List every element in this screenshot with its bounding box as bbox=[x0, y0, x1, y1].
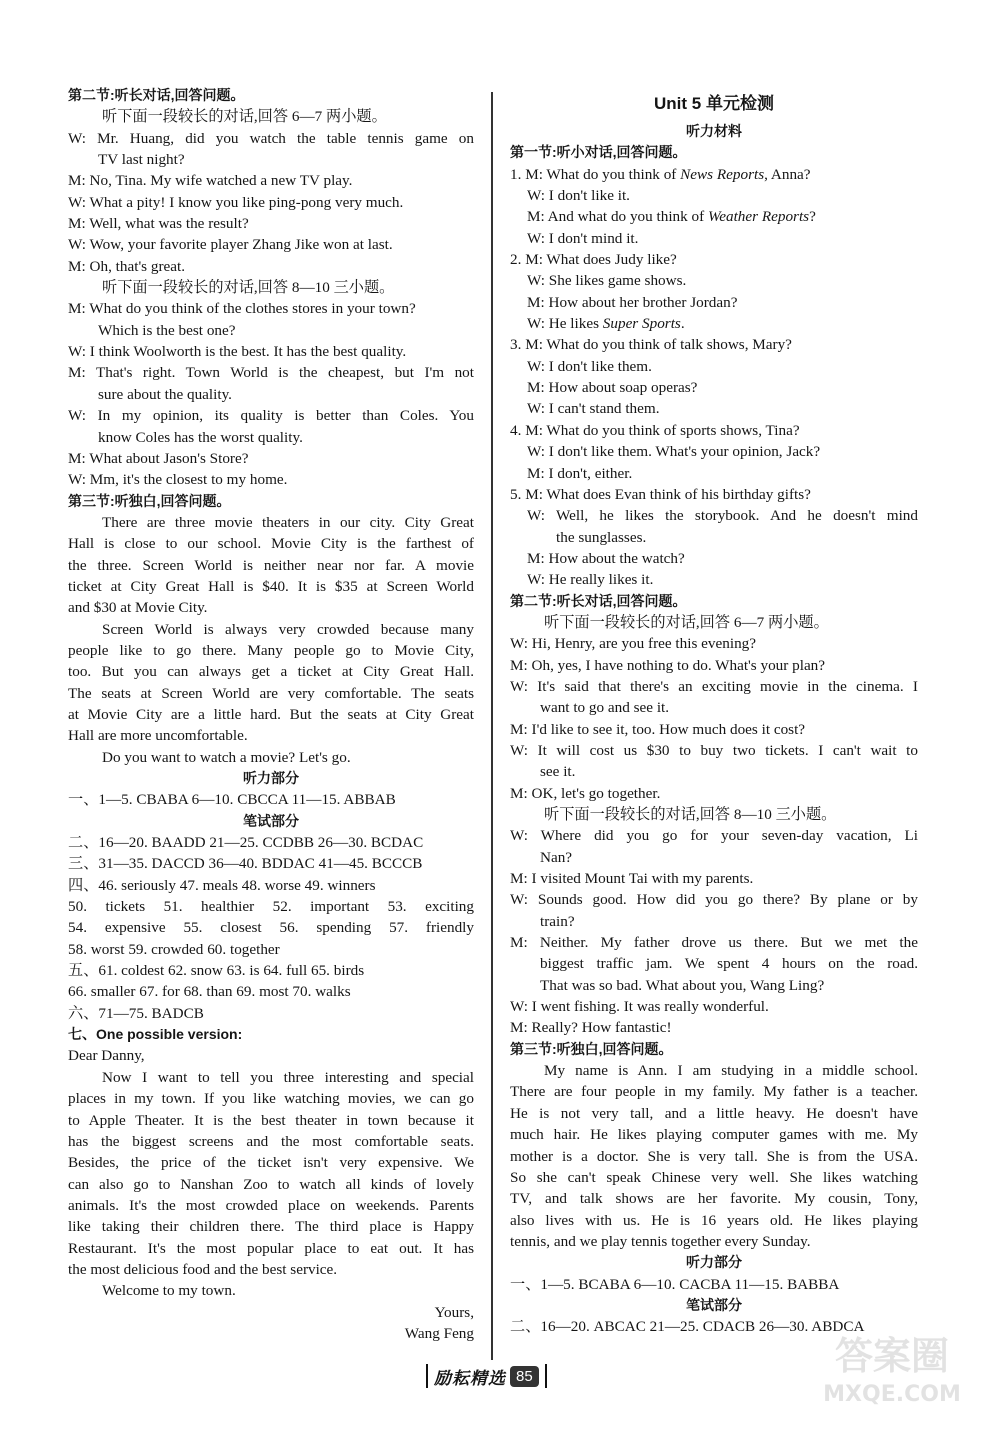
left-line: know Coles has the worst quality. bbox=[98, 428, 303, 446]
right-column bbox=[510, 85, 918, 1338]
right-line: 一、1—5. BCABA 6—10. CACBA 11—15. BABBA bbox=[510, 1275, 840, 1293]
right-line: W: She likes game shows. bbox=[527, 272, 687, 290]
right-line: 二、16—20. ABCAC 21—25. CDACB 26—30. ABDCA bbox=[510, 1318, 865, 1336]
right-line: 1. M: What do you think of News Reports, Anna? bbox=[510, 165, 811, 183]
left-line: W: Mr. Huang, did you watch the table tennis game on bbox=[68, 129, 474, 147]
left-line: 54. expensive 55. closest 56. spending 57. friendly bbox=[68, 919, 474, 937]
right-line: 第二节:听长对话,回答问题。 bbox=[510, 592, 687, 609]
left-line: 66. smaller 67. for 68. than 69. most 70. walks bbox=[68, 983, 351, 1001]
left-line: 笔试部分 bbox=[243, 812, 299, 829]
right-line: want to go and see it. bbox=[540, 699, 670, 717]
left-line: TV last night? bbox=[98, 151, 185, 169]
left-line: M: What do you think of the clothes stores in your town? bbox=[68, 300, 416, 318]
left-line: Yours, bbox=[434, 1303, 474, 1321]
watermark-text: 答案圈 bbox=[834, 1334, 950, 1378]
watermark-url: MXQE.COM bbox=[823, 1382, 961, 1407]
left-line: animals. It's the most crowded place on weekends. Parents bbox=[68, 1196, 474, 1214]
right-line: 听下面一段较长的对话,回答 6—7 两小题。 bbox=[544, 613, 829, 631]
right-line: M: Really? How fantastic! bbox=[510, 1019, 672, 1037]
right-line: W: Well, he likes the storybook. And he doesn't mind bbox=[527, 507, 918, 525]
right-line: W: It's said that there's an exciting movie in the cinema. I bbox=[510, 677, 918, 695]
column-divider bbox=[491, 92, 493, 1360]
right-line: 听力部分 bbox=[686, 1254, 742, 1271]
right-line: TV, and talk shows are her favorite. My cousin, Tony, bbox=[510, 1190, 918, 1208]
left-line: 一、1—5. CBABA 6—10. CBCCA 11—15. ABBAB bbox=[68, 791, 396, 809]
left-line: W: What a pity! I know you like ping-pong very much. bbox=[68, 193, 404, 211]
left-line: M: That's right. Town World is the cheapest, but I'm not bbox=[68, 364, 474, 382]
right-line: Nan? bbox=[540, 848, 573, 866]
left-line: Wang Feng bbox=[404, 1324, 474, 1342]
left-line: Welcome to my town. bbox=[102, 1282, 236, 1300]
right-line: M: Oh, yes, I have nothing to do. What's your plan? bbox=[510, 656, 826, 674]
right-line: 3. M: What do you think of talk shows, Mary? bbox=[510, 336, 792, 354]
left-line: 58. worst 59. crowded 60. together bbox=[68, 940, 280, 958]
left-line: the most delicious food and the best service. bbox=[68, 1260, 338, 1278]
right-line: M: I'd like to see it, too. How much does it cost? bbox=[510, 720, 806, 738]
left-line: Hall are more uncomfortable. bbox=[68, 727, 248, 745]
right-line: tennis, and we play tennis together every Sunday. bbox=[510, 1232, 811, 1250]
left-line: 第二节:听长对话,回答问题。 bbox=[68, 87, 245, 103]
left-line: W: Mm, it's the closest to my home. bbox=[68, 471, 288, 489]
right-line: 2. M: What does Judy like? bbox=[510, 251, 677, 269]
left-line: 听下面一段较长的对话,回答 8—10 三小题。 bbox=[102, 279, 395, 297]
right-line: W: He likes Super Sports. bbox=[527, 315, 685, 333]
right-line: There are four people in my family. My father is a teacher. bbox=[510, 1083, 918, 1101]
left-line: W: In my opinion, its quality is better than Coles. You bbox=[68, 407, 474, 425]
right-line: W: I don't like them. bbox=[527, 357, 652, 375]
right-line: M: How about soap operas? bbox=[527, 379, 698, 397]
left-line: 听力部分 bbox=[243, 770, 299, 786]
left-line: Hall is close to our school. Movie City is the farthest of bbox=[68, 535, 474, 553]
left-line: has the biggest screens and the most comfortable seats. bbox=[68, 1132, 474, 1150]
right-line: 第三节:听独白,回答问题。 bbox=[510, 1040, 673, 1057]
left-line: Dear Danny, bbox=[68, 1047, 145, 1065]
left-line: W: I think Woolworth is the best. It has the best quality. bbox=[68, 343, 407, 361]
right-line: W: I don't like them. What's your opinion, Jack? bbox=[527, 443, 821, 461]
left-line: M: Well, what was the result? bbox=[68, 215, 249, 233]
right-line: W: Hi, Henry, are you free this evening? bbox=[510, 635, 756, 653]
left-line: Screen World is always very crowded because many bbox=[102, 620, 474, 638]
left-line: M: No, Tina. My wife watched a new TV play. bbox=[68, 172, 353, 190]
left-line: M: Oh, that's great. bbox=[68, 257, 186, 275]
left-line: Restaurant. It's the most popular place to eat out. It has bbox=[68, 1239, 474, 1257]
right-line: W: I don't mind it. bbox=[527, 229, 639, 247]
right-line: So she can't speak Chinese very well. She likes watching bbox=[510, 1168, 918, 1186]
right-line: That was so bad. What about you, Wang Ling? bbox=[540, 976, 825, 994]
right-line: W: It will cost us $30 to buy two tickets. I can't wait to bbox=[510, 741, 918, 759]
left-line: 50. tickets 51. healthier 52. important 53. exciting bbox=[68, 898, 474, 916]
right-line: 5. M: What does Evan think of his birthday gifts? bbox=[510, 485, 811, 503]
unit-title: Unit 5 单元检测 bbox=[654, 94, 774, 113]
page-footer bbox=[420, 1362, 553, 1390]
left-line: 五、61. coldest 62. snow 63. is 64. full 65. birds bbox=[68, 962, 365, 980]
left-line: 三、31—35. DACCD 36—40. BDDAC 41—45. BCCCB bbox=[68, 855, 423, 873]
footer-brand: 励耘精选 bbox=[434, 1368, 506, 1388]
left-line: Now I want to tell you three interesting and special bbox=[102, 1068, 474, 1086]
left-line: 七、One possible version: bbox=[68, 1026, 243, 1043]
left-line: people like to go there. Many people go to Movie City, bbox=[68, 641, 474, 659]
left-line: 第三节:听独白,回答问题。 bbox=[68, 492, 231, 509]
right-line: W: I can't stand them. bbox=[527, 400, 660, 418]
left-line: can also go to Nanshan Zoo to watch all kinds of lovely bbox=[68, 1175, 474, 1193]
footer-bar-right bbox=[545, 1364, 547, 1388]
left-line: the three. Screen World is neither near nor far. A movie bbox=[68, 556, 474, 574]
right-line: 笔试部分 bbox=[686, 1296, 742, 1313]
right-line: My name is Ann. I am studying in a middle school. bbox=[544, 1062, 918, 1080]
right-line: M: How about her brother Jordan? bbox=[527, 293, 738, 311]
right-line: M: Neither. My father drove us there. But we met the bbox=[510, 934, 918, 952]
right-line: M: How about the watch? bbox=[527, 549, 685, 567]
left-line: places in my town. If you like watching movies, we can go bbox=[68, 1090, 474, 1108]
right-line: 4. M: What do you think of sports shows, Tina? bbox=[510, 421, 800, 439]
left-line: sure about the quality. bbox=[98, 385, 232, 403]
left-line: 四、46. seriously 47. meals 48. worse 49. winners bbox=[68, 876, 376, 894]
right-line: M: OK, let's go together. bbox=[510, 784, 661, 802]
right-line: 第一节:听小对话,回答问题。 bbox=[510, 144, 687, 161]
left-line: 二、16—20. BAADD 21—25. CCDBB 26—30. BCDAC bbox=[68, 834, 424, 852]
left-line: 六、71—75. BADCB bbox=[68, 1004, 204, 1022]
right-line: M: And what do you think of Weather Reports? bbox=[527, 208, 816, 226]
right-line: M: I don't, either. bbox=[527, 464, 633, 482]
left-line: W: Wow, your favorite player Zhang Jike won at last. bbox=[68, 236, 393, 254]
right-line: much hair. He likes playing computer games with me. My bbox=[510, 1126, 918, 1144]
left-line: too. But you can always get a ticket at City Great Hall. bbox=[68, 663, 474, 681]
left-column bbox=[68, 85, 474, 1344]
right-line: 听力材料 bbox=[686, 123, 742, 139]
left-line: M: What about Jason's Store? bbox=[68, 449, 249, 467]
right-line: biggest traffic jam. We spent 4 hours on the road. bbox=[540, 955, 918, 973]
left-line: Besides, the price of the ticket isn't very expensive. We bbox=[68, 1154, 474, 1172]
left-line: Which is the best one? bbox=[98, 321, 236, 339]
right-line: the sunglasses. bbox=[556, 528, 647, 546]
right-line: also lives with us. He is 16 years old. He likes playing bbox=[510, 1211, 918, 1229]
left-line: and $30 at Movie City. bbox=[68, 599, 208, 617]
left-line: at Movie City are a little hard. But the seats at City Great bbox=[68, 705, 474, 723]
right-line: M: I visited Mount Tai with my parents. bbox=[510, 870, 754, 888]
left-line: to Apple Theater. It is the best theater in town because it bbox=[68, 1111, 474, 1129]
right-line: mother is a doctor. She is very tall. She is from the USA. bbox=[510, 1147, 918, 1165]
right-line: W: Sounds good. How did you go there? By plane or by bbox=[510, 891, 918, 909]
right-line: W: Where did you go for your seven-day vacation, Li bbox=[510, 827, 918, 845]
right-line: He is not very tall, and a little heavy. He doesn't have bbox=[510, 1104, 918, 1122]
footer-bar-left bbox=[426, 1364, 428, 1388]
left-line: The seats at Screen World are very comfortable. The seats bbox=[68, 684, 474, 702]
left-line: ticket at City Great Hall is $40. It is $35 at Screen World bbox=[68, 577, 474, 595]
left-line: like taking their children there. The third place is Happy bbox=[68, 1218, 474, 1236]
right-line: train? bbox=[540, 912, 575, 930]
right-line: W: I don't like it. bbox=[527, 187, 630, 205]
left-line: Do you want to watch a movie? Let's go. bbox=[102, 748, 351, 766]
right-line: 听下面一段较长的对话,回答 8—10 三小题。 bbox=[544, 806, 837, 823]
right-line: see it. bbox=[540, 763, 576, 781]
right-line: W: He really likes it. bbox=[527, 571, 654, 589]
left-line: There are three movie theaters in our city. City Great bbox=[102, 513, 474, 531]
page-number: 85 bbox=[510, 1366, 539, 1387]
left-line: 听下面一段较长的对话,回答 6—7 两小题。 bbox=[102, 108, 387, 126]
right-line: W: I went fishing. It was really wonderful. bbox=[510, 998, 769, 1016]
watermark-logo bbox=[802, 1321, 982, 1411]
